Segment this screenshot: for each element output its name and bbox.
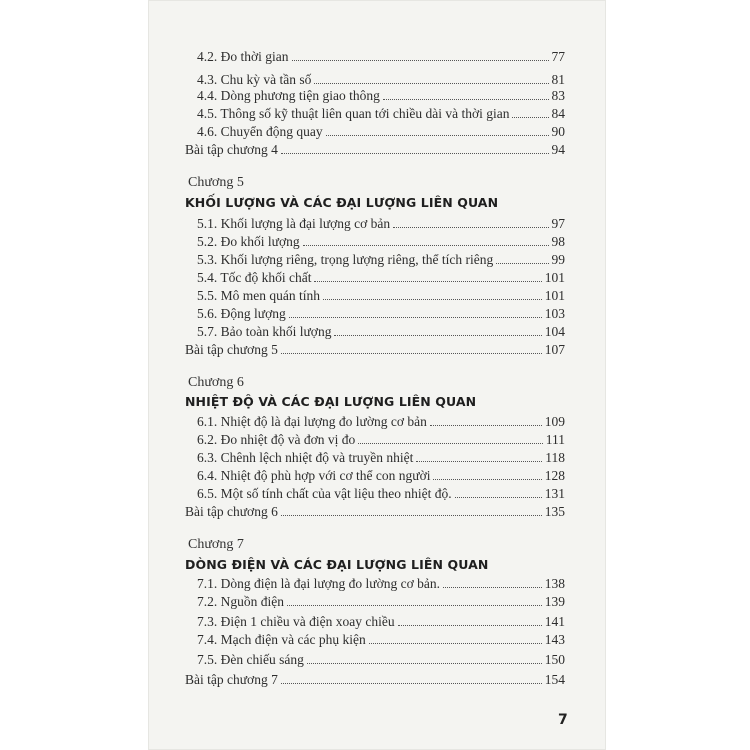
toc-entry-page: 104 xyxy=(544,324,565,339)
leader-dots xyxy=(455,496,542,498)
toc-entry xyxy=(197,592,565,612)
toc-entry-page: 99 xyxy=(551,252,565,267)
toc-entry-title: 5.3. Khối lượng riêng, trọng lượng riêng, thể tích riêng xyxy=(197,252,494,267)
toc-exercise xyxy=(185,670,565,690)
toc-entry-page: 109 xyxy=(544,414,565,429)
toc-exercise xyxy=(185,502,565,522)
toc-entry-page: 84 xyxy=(551,106,565,121)
toc-entry-page: 141 xyxy=(544,614,565,629)
toc-entry-page: 139 xyxy=(544,594,565,609)
leader-dots xyxy=(307,662,542,664)
leader-dots xyxy=(287,604,542,606)
chapter-heading: NHIỆT ĐỘ VÀ CÁC ĐẠI LƯỢNG LIÊN QUAN xyxy=(185,394,477,409)
leader-dots xyxy=(281,682,542,684)
toc-entry xyxy=(197,286,565,306)
toc-entry xyxy=(197,250,565,270)
leader-dots xyxy=(430,424,542,426)
toc-entry xyxy=(197,650,565,670)
toc-entry-title: 4.6. Chuyển động quay xyxy=(197,124,323,139)
toc-entry xyxy=(197,322,565,342)
toc-entry xyxy=(197,122,565,142)
leader-dots xyxy=(281,152,549,154)
toc-entry-page: 83 xyxy=(551,88,565,103)
toc-entry-title: 6.5. Một số tính chất của vật liệu theo nhiệt độ. xyxy=(197,486,452,501)
toc-entry-page: 118 xyxy=(545,450,565,465)
toc-entry-page: 97 xyxy=(551,216,565,231)
toc-entry-page: 94 xyxy=(551,142,565,157)
toc-entry-page: 98 xyxy=(551,234,565,249)
toc-entry xyxy=(197,86,565,106)
toc-entry-title: 6.2. Đo nhiệt độ và đơn vị đo xyxy=(197,432,356,447)
toc-entry-title: 7.3. Điện 1 chiều và điện xoay chiều xyxy=(197,614,395,629)
toc-entry-title: 7.2. Nguồn điện xyxy=(197,594,284,609)
toc-exercise xyxy=(185,340,565,360)
page-number: 7 xyxy=(558,712,568,728)
toc-entry xyxy=(197,466,565,486)
chapter-label: Chương 7 xyxy=(188,537,244,552)
toc-entry xyxy=(197,268,565,288)
toc-entry-title: 5.4. Tốc độ khối chất xyxy=(197,270,312,285)
toc-entry-title: 7.1. Dòng điện là đại lượng đo lường cơ bản. xyxy=(197,576,441,591)
toc-entry-title: 4.4. Dòng phương tiện giao thông xyxy=(197,88,380,103)
leader-dots xyxy=(314,82,548,84)
toc-entry-title: 4.5. Thông số kỹ thuật liên quan tới chiều dài và thời gian xyxy=(197,106,510,121)
toc-entry-page: 101 xyxy=(544,270,565,285)
toc-entry-title: Bài tập chương 5 xyxy=(185,342,278,357)
toc-entry-title: 5.5. Mô men quán tính xyxy=(197,288,320,303)
toc-entry-page: 131 xyxy=(544,486,565,501)
toc-entry-page: 138 xyxy=(544,576,565,591)
leader-dots xyxy=(323,298,542,300)
toc-entry-page: 101 xyxy=(544,288,565,303)
book-page xyxy=(148,0,606,750)
leader-dots xyxy=(383,98,549,100)
leader-dots xyxy=(443,586,542,588)
leader-dots xyxy=(416,460,542,462)
toc-entry-title: Bài tập chương 4 xyxy=(185,142,278,157)
leader-dots xyxy=(496,262,548,264)
toc-entry xyxy=(197,47,565,67)
leader-dots xyxy=(303,244,549,246)
leader-dots xyxy=(326,134,549,136)
toc-entry-page: 111 xyxy=(545,432,565,447)
toc-entry-title: Bài tập chương 6 xyxy=(185,504,278,519)
toc-entry-page: 150 xyxy=(544,652,565,667)
toc-entry-page: 135 xyxy=(544,504,565,519)
toc-entry xyxy=(197,630,565,650)
toc-entry xyxy=(197,104,565,124)
toc-entry-title: 5.2. Đo khối lượng xyxy=(197,234,300,249)
leader-dots xyxy=(369,642,542,644)
toc-entry-title: 5.6. Động lượng xyxy=(197,306,286,321)
toc-entry-page: 90 xyxy=(551,124,565,139)
toc-entry-title: 7.5. Đèn chiếu sáng xyxy=(197,652,304,667)
leader-dots xyxy=(433,478,541,480)
toc-entry-title: 6.4. Nhiệt độ phù hợp với cơ thể con người xyxy=(197,468,431,483)
toc-entry-title: 5.7. Bảo toàn khối lượng xyxy=(197,324,332,339)
toc-entry-title: 6.3. Chênh lệch nhiệt độ và truyền nhiệt xyxy=(197,450,414,465)
toc-entry-page: 128 xyxy=(544,468,565,483)
toc-entry xyxy=(197,304,565,324)
toc-entry-title: 7.4. Mạch điện và các phụ kiện xyxy=(197,632,366,647)
toc-entry-page: 77 xyxy=(551,49,565,64)
leader-dots xyxy=(393,226,548,228)
leader-dots xyxy=(281,352,542,354)
toc-entry xyxy=(197,484,565,504)
chapter-heading: KHỐI LƯỢNG VÀ CÁC ĐẠI LƯỢNG LIÊN QUAN xyxy=(185,195,499,210)
leader-dots xyxy=(334,334,541,336)
toc-entry xyxy=(197,214,565,234)
leader-dots xyxy=(289,316,542,318)
toc-entry-page: 103 xyxy=(544,306,565,321)
toc-entry-page: 81 xyxy=(551,72,565,87)
toc-entry-title: 6.1. Nhiệt độ là đại lượng đo lường cơ bản xyxy=(197,414,427,429)
leader-dots xyxy=(281,514,542,516)
toc-entry-title: 4.3. Chu kỳ và tần số xyxy=(197,72,312,87)
leader-dots xyxy=(292,59,549,61)
toc-entry-page: 154 xyxy=(544,672,565,687)
chapter-label: Chương 5 xyxy=(188,175,244,190)
toc-entry xyxy=(197,232,565,252)
chapter-heading: DÒNG ĐIỆN VÀ CÁC ĐẠI LƯỢNG LIÊN QUAN xyxy=(185,557,489,572)
toc-entry xyxy=(197,412,565,432)
toc-entry xyxy=(197,574,565,594)
leader-dots xyxy=(358,442,543,444)
leader-dots xyxy=(512,116,548,118)
toc-entry-title: 4.2. Đo thời gian xyxy=(197,49,289,64)
chapter-label: Chương 6 xyxy=(188,375,244,390)
toc-entry-page: 143 xyxy=(544,632,565,647)
leader-dots xyxy=(314,280,541,282)
toc-entry xyxy=(197,448,565,468)
toc-exercise xyxy=(185,140,565,160)
toc-entry xyxy=(197,430,565,450)
toc-entry xyxy=(197,612,565,632)
toc-entry-page: 107 xyxy=(544,342,565,357)
toc-entry-title: Bài tập chương 7 xyxy=(185,672,278,687)
toc-entry-title: 5.1. Khối lượng là đại lượng cơ bản xyxy=(197,216,391,231)
leader-dots xyxy=(398,624,542,626)
